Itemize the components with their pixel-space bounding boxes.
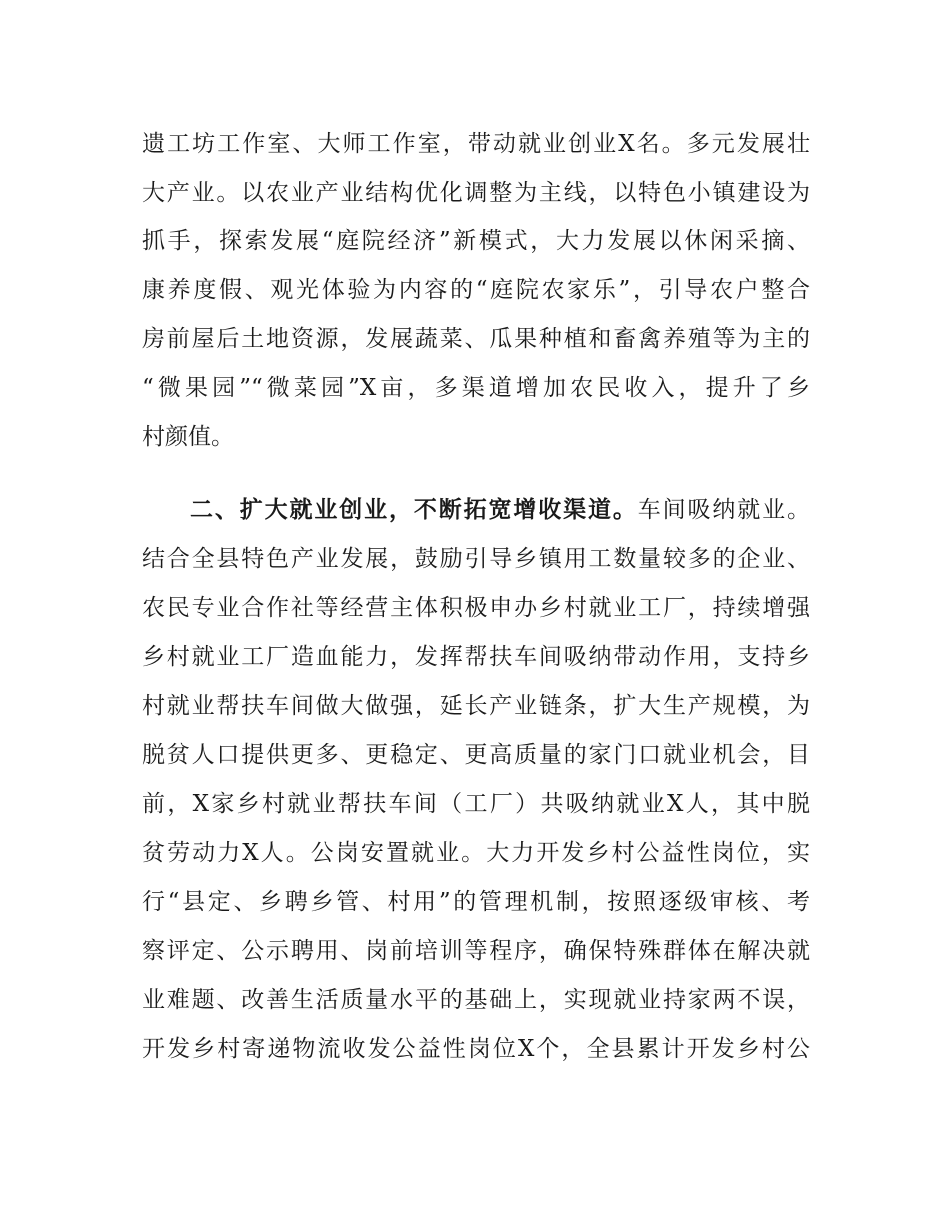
paragraph-2-line-8: 贫劳动力X人。公岗安置就业。大力开发乡村公益性岗位，实 [142,840,810,866]
paragraph-2-line-11: 业难题、改善生活质量水平的基础上，实现就业持家两不误， [142,987,810,1013]
paragraph-1-line-2: 大产业。以农业产业结构优化调整为主线，以特色小镇建设为 [142,180,810,206]
paragraph-2-line-7: 前，X家乡村就业帮扶车间（工厂）共吸纳就业X人，其中脱 [142,791,810,817]
paragraph-1-line-1: 遗工坊工作室、大师工作室，带动就业创业X名。多元发展壮 [142,131,810,157]
paragraph-2-first-line-rest: 车间吸纳就业。 [637,497,810,523]
section-heading: 二、扩大就业创业，不断拓宽增收渠道。 [190,497,638,523]
paragraph-1-line-6: “微果园”“微菜园”X亩，多渠道增加农民收入，提升了乡 [142,375,810,401]
paragraph-2-line-12: 开发乡村寄递物流收发公益性岗位X个，全县累计开发乡村公 [142,1036,810,1062]
paragraph-2-line-9: 行“县定、乡聘乡管、村用”的管理机制，按照逐级审核、考 [142,889,810,915]
paragraph-2-first-line [190,491,810,529]
paragraph-1-line-5: 房前屋后土地资源，发展蔬菜、瓜果种植和畜禽养殖等为主的 [142,326,810,352]
paragraph-2-line-5: 村就业帮扶车间做大做强，延长产业链条，扩大生产规模，为 [142,693,810,719]
paragraph-1-line-4: 康养度假、观光体验为内容的“庭院农家乐”，引导农户整合 [142,277,810,303]
paragraph-2-line-2: 结合全县特色产业发展，鼓励引导乡镇用工数量较多的企业、 [142,546,810,572]
paragraph-2-line-4: 乡村就业工厂造血能力，发挥帮扶车间吸纳带动作用，支持乡 [142,644,810,670]
paragraph-2-line-10: 察评定、公示聘用、岗前培训等程序，确保特殊群体在解决就 [142,938,810,964]
paragraph-1-line-3: 抓手，探索发展“庭院经济”新模式，大力发展以休闲采摘、 [142,228,810,254]
paragraph-2-line-3: 农民专业合作社等经营主体积极申办乡村就业工厂，持续增强 [142,595,810,621]
paragraph-2-line-6: 脱贫人口提供更多、更稳定、更高质量的家门口就业机会，目 [142,742,810,768]
paragraph-1-line-7: 村颜值。 [142,424,234,450]
